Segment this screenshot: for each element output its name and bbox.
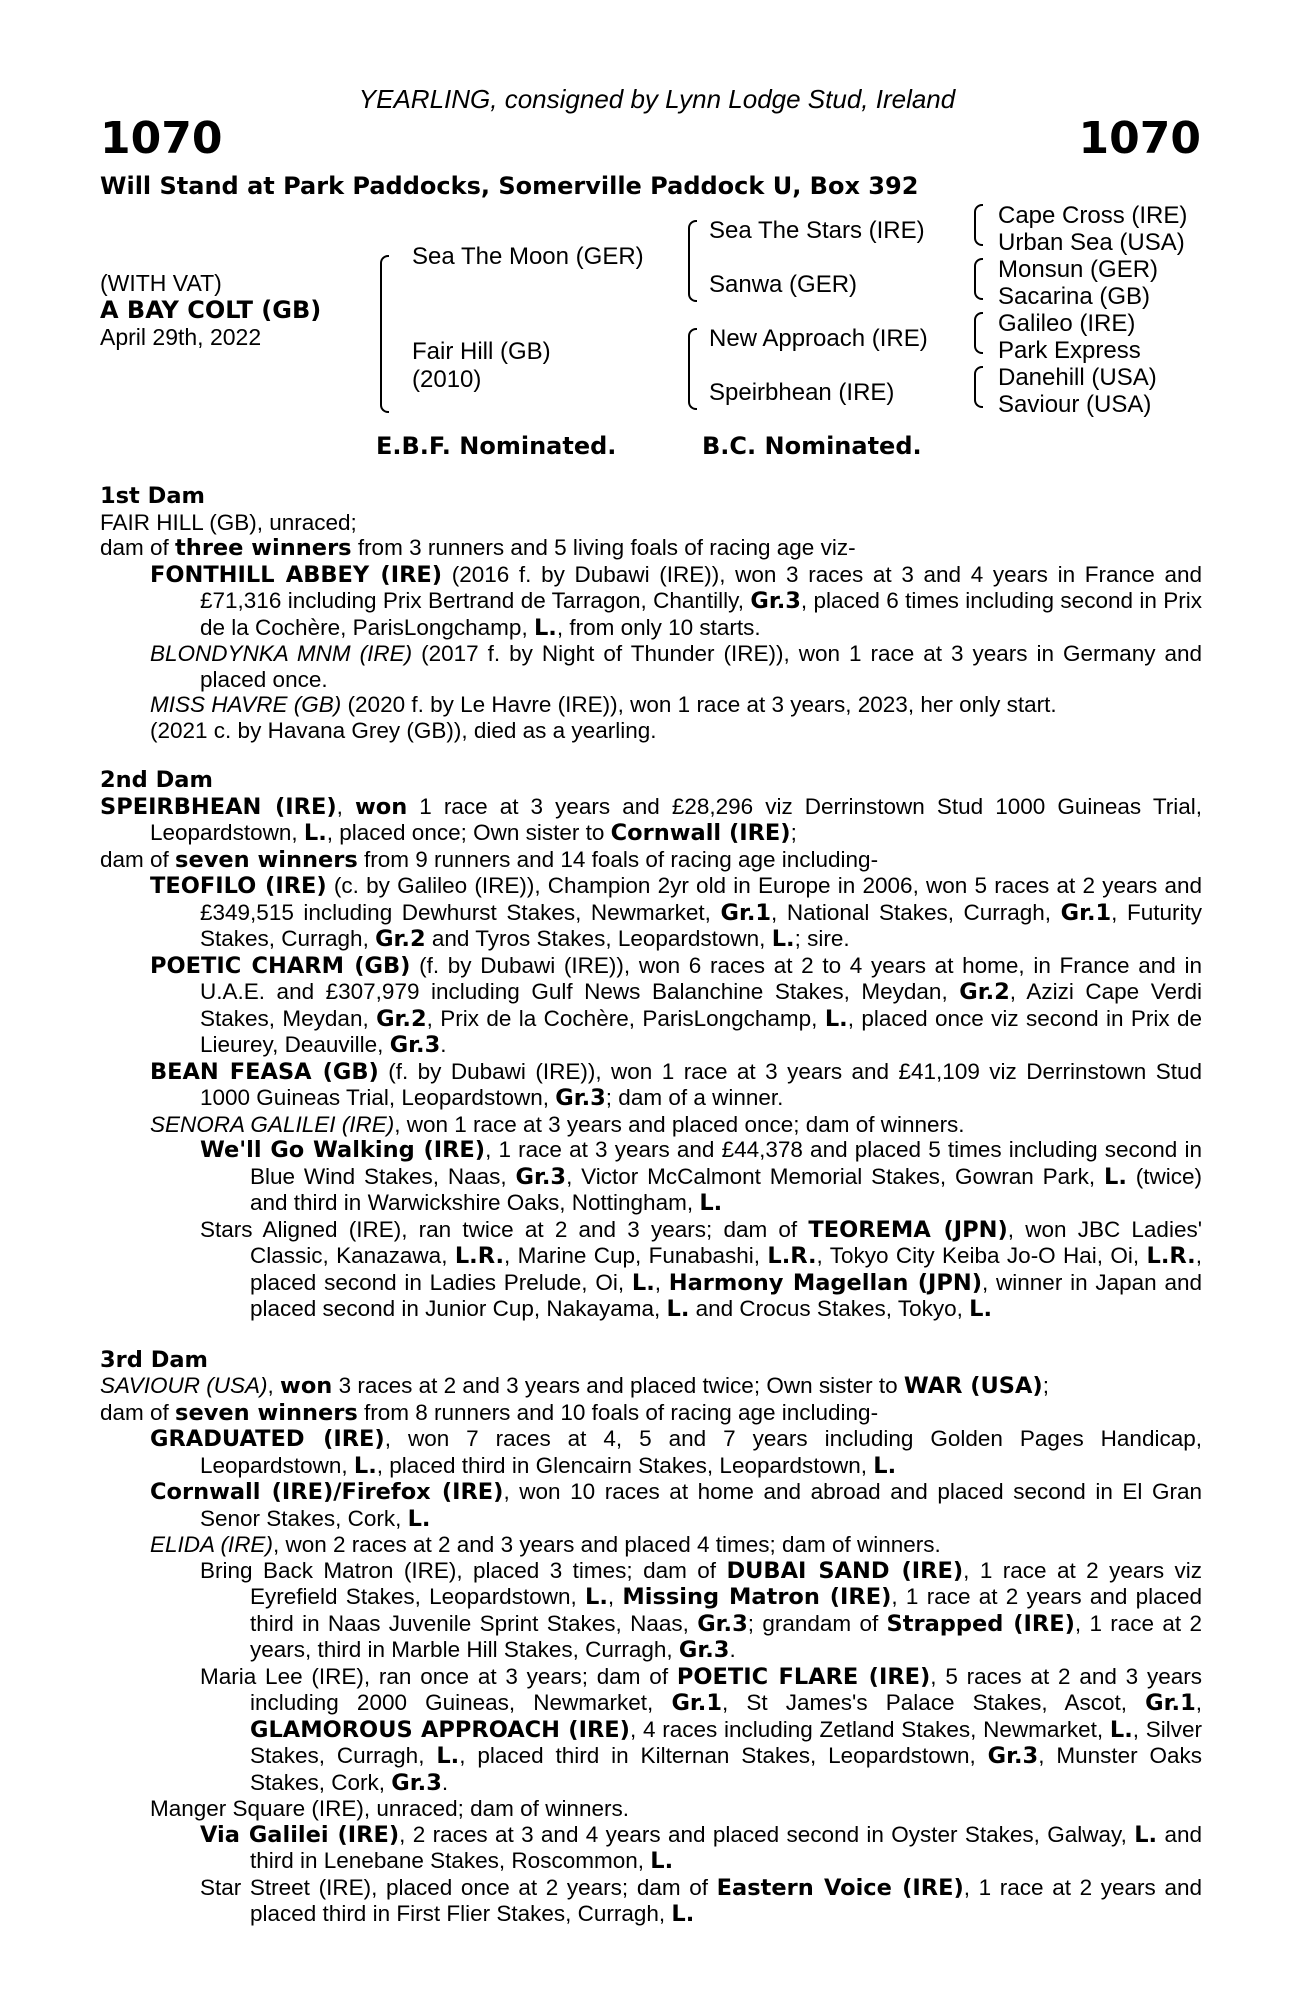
dam-section [100, 1348, 1202, 1928]
grandsire-maternal: New Approach (IRE) [709, 325, 928, 352]
lot-number-right: 1070 [1078, 113, 1201, 164]
pedigree-entry: SAVIOUR (USA), won 3 races at 2 and 3 years and placed twice; Own sister to WAR (USA); [100, 1373, 1049, 1399]
pedigree-entry: FONTHILL ABBEY (IRE) (2016 f. by Dubawi (IRE)), won 3 races at 3 and 4 years in France and £71,316 including Prix Bertrand de Tarragon, Chantilly, Gr.3, placed 6 times including second in Prix de la Cochère, ParisLongchamp, L., from only 10 starts. [150, 561, 1202, 641]
consignor-line: YEARLING, consigned by Lynn Lodge Stud, Ireland [358, 84, 956, 114]
bc-nomination: B.C. Nominated. [702, 432, 922, 460]
section-heading: 3rd Dam [100, 1346, 208, 1373]
pedigree-entry: ELIDA (IRE), won 2 races at 2 and 3 years and placed 4 times; dam of winners. [150, 1532, 941, 1557]
pedigree-brace-top [380, 255, 389, 335]
pedigree-entry: Star Street (IRE), placed once at 2 years; dam of Eastern Voice (IRE), 1 race at 2 years and placed third in First Flier Stakes, Curragh, L. [200, 1874, 1202, 1927]
pedigree-entry: SPEIRBHEAN (IRE), won 1 race at 3 years and £28,296 viz Derrinstown Stud 1000 Guineas Trial, Leopardstown, L., placed once; Own sister to Cornwall (IRE); [100, 793, 1202, 846]
sire-name: Sea The Moon (GER) [412, 243, 644, 270]
stand-location: Will Stand at Park Paddocks, Somerville Paddock U, Box 392 [100, 172, 919, 200]
sire-brace-top [688, 220, 697, 262]
g3-brace-2-top [974, 258, 983, 280]
g3-brace-3-top [974, 312, 983, 334]
pedigree-entry: Via Galilei (IRE), 2 races at 3 and 4 years and placed second in Oyster Stakes, Galway, L. and third in Lenebane Stakes, Roscommon, L. [200, 1821, 1202, 1874]
pedigree-entry: Maria Lee (IRE), ran once at 3 years; dam of POETIC FLARE (IRE), 5 races at 2 and 3 years including 2000 Guineas, Newmarket, Gr.1, St James's Palace Stakes, Ascot, Gr.1, GLAMOROUS APPROACH (IRE), 4 races including Zetland Stakes, Newmarket, L., Silver Stakes, Curragh, L., placed third in Kilternan Stakes, Leopardstown, Gr.3, Munster Oaks Stakes, Cork, Gr.3. [200, 1663, 1203, 1796]
pedigree-entry: BLONDYNKA MNM (IRE) (2017 f. by Night of Thunder (IRE)), won 1 race at 3 years in Germany and placed once. [150, 641, 1203, 692]
g3-ancestor-7: Danehill (USA) [998, 364, 1157, 391]
g3-ancestor-1: Cape Cross (IRE) [998, 202, 1188, 229]
pedigree-entry: POETIC CHARM (GB) (f. by Dubawi (IRE)), won 6 races at 2 to 4 years at home, in France and in U.A.E. and £307,979 including Gulf News Balanchine Stakes, Meydan, Gr.2, Azizi Cape Verdi Stakes, Meydan, Gr.2, Prix de la Cochère, ParisLongchamp, L., placed once viz second in Prix de Lieurey, Deauville, Gr.3. [150, 952, 1202, 1058]
pedigree-entry: BEAN FEASA (GB) (f. by Dubawi (IRE)), won 1 race at 3 years and £41,109 viz Derrinstown Stud 1000 Guineas Trial, Leopardstown, Gr.3; dam of a winner. [150, 1058, 1202, 1111]
section-heading: 1st Dam [100, 483, 205, 509]
g3-ancestor-6: Park Express [998, 337, 1141, 364]
pedigree-entry: FAIR HILL (GB), unraced; [100, 509, 357, 535]
horse-dob: April 29th, 2022 [100, 324, 262, 350]
dam-year: (2010) [412, 366, 482, 393]
pedigree-entry: dam of seven winners from 9 runners and 14 foals of racing age including- [100, 846, 879, 873]
g3-brace-4-top [974, 366, 983, 388]
catalogue-body [100, 484, 1202, 1953]
g3-brace-2-bottom [974, 278, 983, 300]
granddam-maternal: Speirbhean (IRE) [709, 379, 895, 406]
dam-name: Fair Hill (GB) [412, 338, 551, 365]
g3-ancestor-2: Urban Sea (USA) [998, 229, 1185, 256]
dam-brace-top [688, 328, 697, 370]
pedigree-entry: Manger Square (IRE), unraced; dam of winners. [150, 1796, 629, 1821]
granddam-paternal: Sanwa (GER) [709, 271, 858, 298]
pedigree-entry: We'll Go Walking (IRE), 1 race at 3 years and £44,378 and placed 5 times including second in Blue Wind Stakes, Naas, Gr.3, Victor McCalmont Memorial Stakes, Gowran Park, L. (twice) and third in Warwickshire Oaks, Nottingham, L. [200, 1137, 1203, 1216]
ebf-nomination: E.B.F. Nominated. [376, 432, 617, 460]
pedigree-entry: GRADUATED (IRE), won 7 races at 4, 5 and 7 years including Golden Pages Handicap, Leopardstown, L., placed third in Glencairn Stakes, Leopardstown, L. [150, 1426, 1202, 1479]
g3-brace-1-top [974, 204, 983, 226]
section-heading: 2nd Dam [100, 767, 213, 793]
g3-brace-4-bottom [974, 386, 983, 408]
g3-ancestor-5: Galileo (IRE) [998, 310, 1136, 337]
grandsire-paternal: Sea The Stars (IRE) [709, 217, 925, 244]
sire-brace-bottom [688, 260, 697, 302]
dam-brace-bottom [688, 368, 697, 410]
g3-brace-3-bottom [974, 332, 983, 354]
g3-brace-1-bottom [974, 224, 983, 246]
pedigree-entry: dam of seven winners from 8 runners and 10 foals of racing age including- [100, 1399, 879, 1426]
dam-section [100, 768, 1202, 1323]
pedigree-entry: Bring Back Matron (IRE), placed 3 times; dam of DUBAI SAND (IRE), 1 race at 2 years viz Eyrefield Stakes, Leopardstown, L., Missing Matron (IRE), 1 race at 2 years and placed third in Naas Juvenile Sprint Stakes, Naas, Gr.3; grandam of Strapped (IRE), 1 race at 2 years, third in Marble Hill Stakes, Curragh, Gr.3. [200, 1557, 1203, 1663]
horse-name: A BAY COLT (GB) [100, 296, 322, 324]
pedigree-entry: Stars Aligned (IRE), ran twice at 2 and 3 years; dam of TEOREMA (JPN), won JBC Ladies' Classic, Kanazawa, L.R., Marine Cup, Funabashi, L.R., Tokyo City Keiba Jo-O Hai, Oi, L.R., placed second in Ladies Prelude, Oi, L., Harmony Magellan (JPN), winner in Japan and placed second in Junior Cup, Nakayama, L. and Crocus Stakes, Tokyo, L. [200, 1216, 1203, 1322]
dam-section [100, 484, 1202, 743]
pedigree-entry: TEOFILO (IRE) (c. by Galileo (IRE)), Champion 2yr old in Europe in 2006, won 5 races at 2 years and £349,515 including Dewhurst Stakes, Newmarket, Gr.1, National Stakes, Curragh, Gr.1, Futurity Stakes, Curragh, Gr.2 and Tyros Stakes, Leopardstown, L.; sire. [150, 873, 1202, 952]
g3-ancestor-8: Saviour (USA) [998, 391, 1152, 418]
pedigree-entry: Cornwall (IRE)/Firefox (IRE), won 10 races at home and abroad and placed second in El Gran Senor Stakes, Cork, L. [150, 1479, 1202, 1532]
g3-ancestor-4: Sacarina (GB) [998, 283, 1151, 310]
pedigree-brace-bottom [380, 333, 389, 413]
pedigree-entry: SENORA GALILEI (IRE), won 1 race at 3 years and placed once; dam of winners. [150, 1111, 965, 1137]
vat-label: (WITH VAT) [100, 270, 222, 296]
g3-ancestor-3: Monsun (GER) [998, 256, 1159, 283]
pedigree-entry: MISS HAVRE (GB) (2020 f. by Le Havre (IRE)), won 1 race at 3 years, 2023, her only start. [150, 692, 1057, 717]
pedigree-entry: dam of three winners from 3 runners and 5 living foals of racing age viz- [100, 535, 856, 561]
lot-number-left: 1070 [100, 113, 223, 164]
pedigree-entry: (2021 c. by Havana Grey (GB)), died as a yearling. [150, 717, 657, 743]
